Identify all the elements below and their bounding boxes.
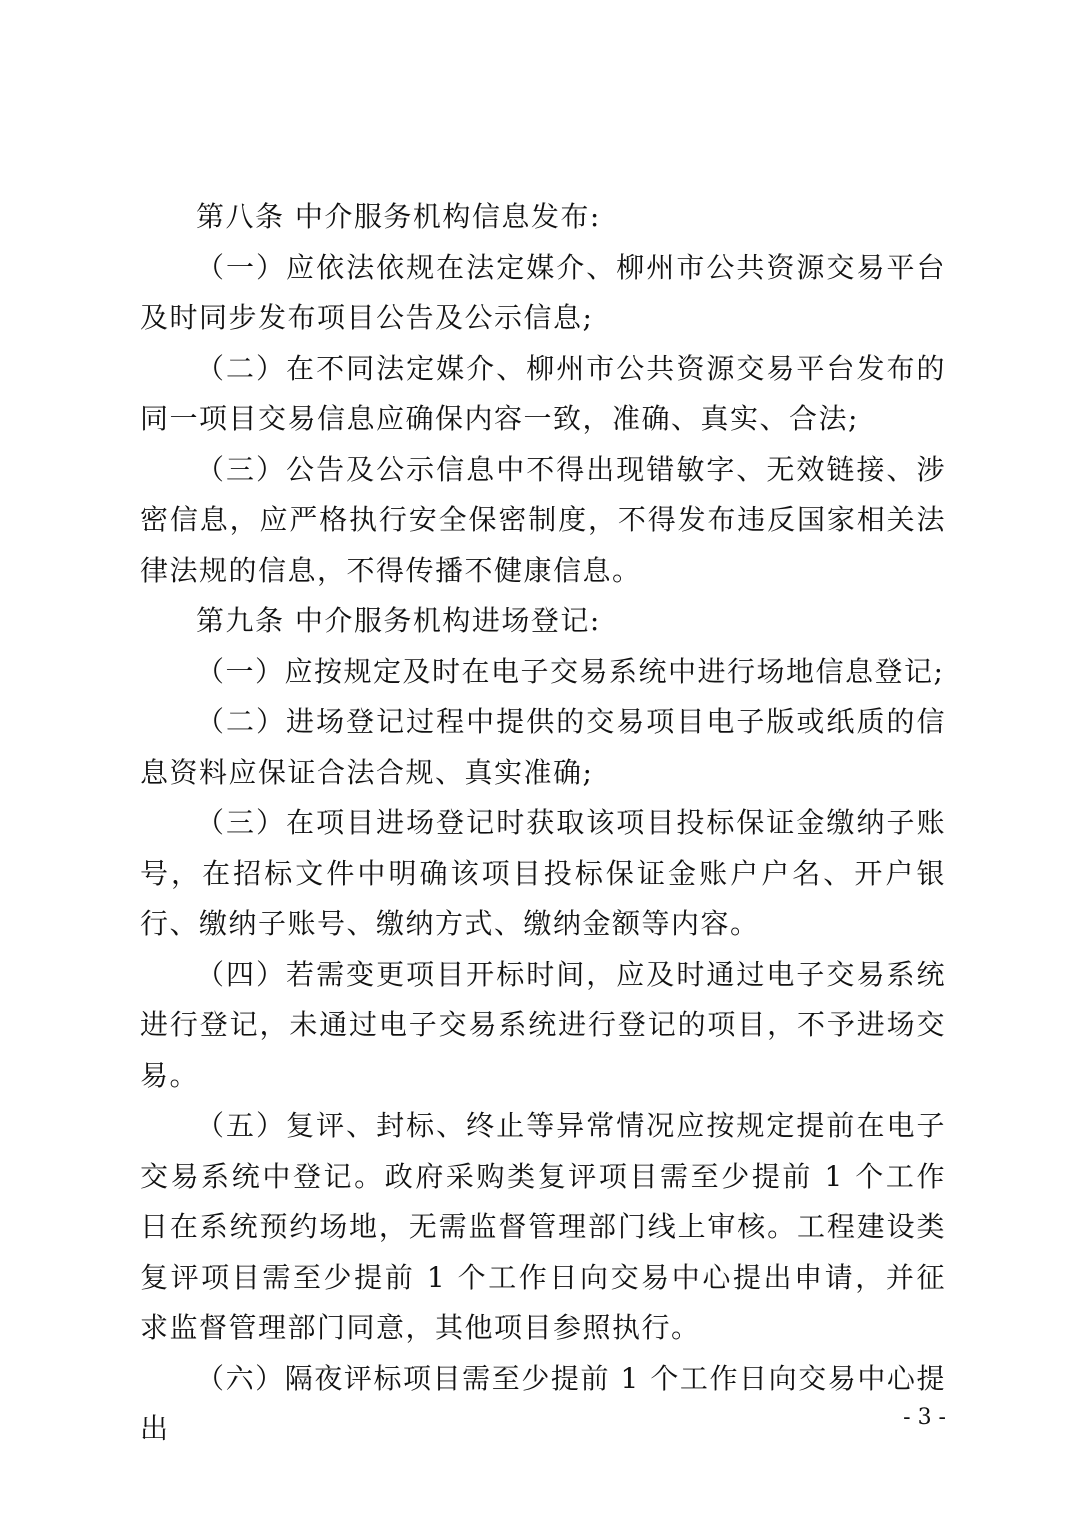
article-9-item-4: （四）若需变更项目开标时间，应及时通过电子交易系统进行登记，未通过电子交易系统进行登记的项目，不予进场交易。: [140, 957, 946, 1092]
article-8-heading: 第八条 中介服务机构信息发布:: [196, 200, 601, 233]
article-9-item-2: （二）进场登记过程中提供的交易项目电子版或纸质的信息资料应保证合法合规、真实准确;: [140, 705, 946, 789]
article-8-item-2: （二）在不同法定媒介、柳州市公共资源交易平台发布的同一项目交易信息应确保内容一致，准确、真实、合法;: [140, 351, 946, 435]
article-9-item-1: （一）应按规定及时在电子交易系统中进行场地信息登记;: [196, 654, 945, 688]
document-body: [140, 192, 946, 1455]
page-number: - 3 -: [903, 1405, 946, 1430]
article-8-item-1: （一）应依法依规在法定媒介、柳州市公共资源交易平台及时同步发布项目公告及公示信息;: [140, 250, 946, 334]
article-9-item-5: （五）复评、封标、终止等异常情况应按规定提前在电子交易系统中登记。政府采购类复评项目需至少提前 1 个工作日在系统预约场地，无需监督管理部门线上审核。工程建设类复评项目需至少提前 1 个工作日向交易中心提出申请，并征求监督管理部门同意，其他项目参照执行。: [140, 1109, 946, 1344]
article-9-heading: 第九条 中介服务机构进场登记:: [196, 604, 601, 637]
article-8-item-3: （三）公告及公示信息中不得出现错敏字、无效链接、涉密信息，应严格执行安全保密制度，不得发布违反国家相关法律法规的信息，不得传播不健康信息。: [140, 452, 946, 587]
article-9-item-3: （三）在项目进场登记时获取该项目投标保证金缴纳子账号，在招标文件中明确该项目投标保证金账户户名、开户银行、缴纳子账号、缴纳方式、缴纳金额等内容。: [140, 806, 946, 940]
article-9-item-6: （六）隔夜评标项目需至少提前 1 个工作日向交易中心提出: [140, 1361, 946, 1445]
